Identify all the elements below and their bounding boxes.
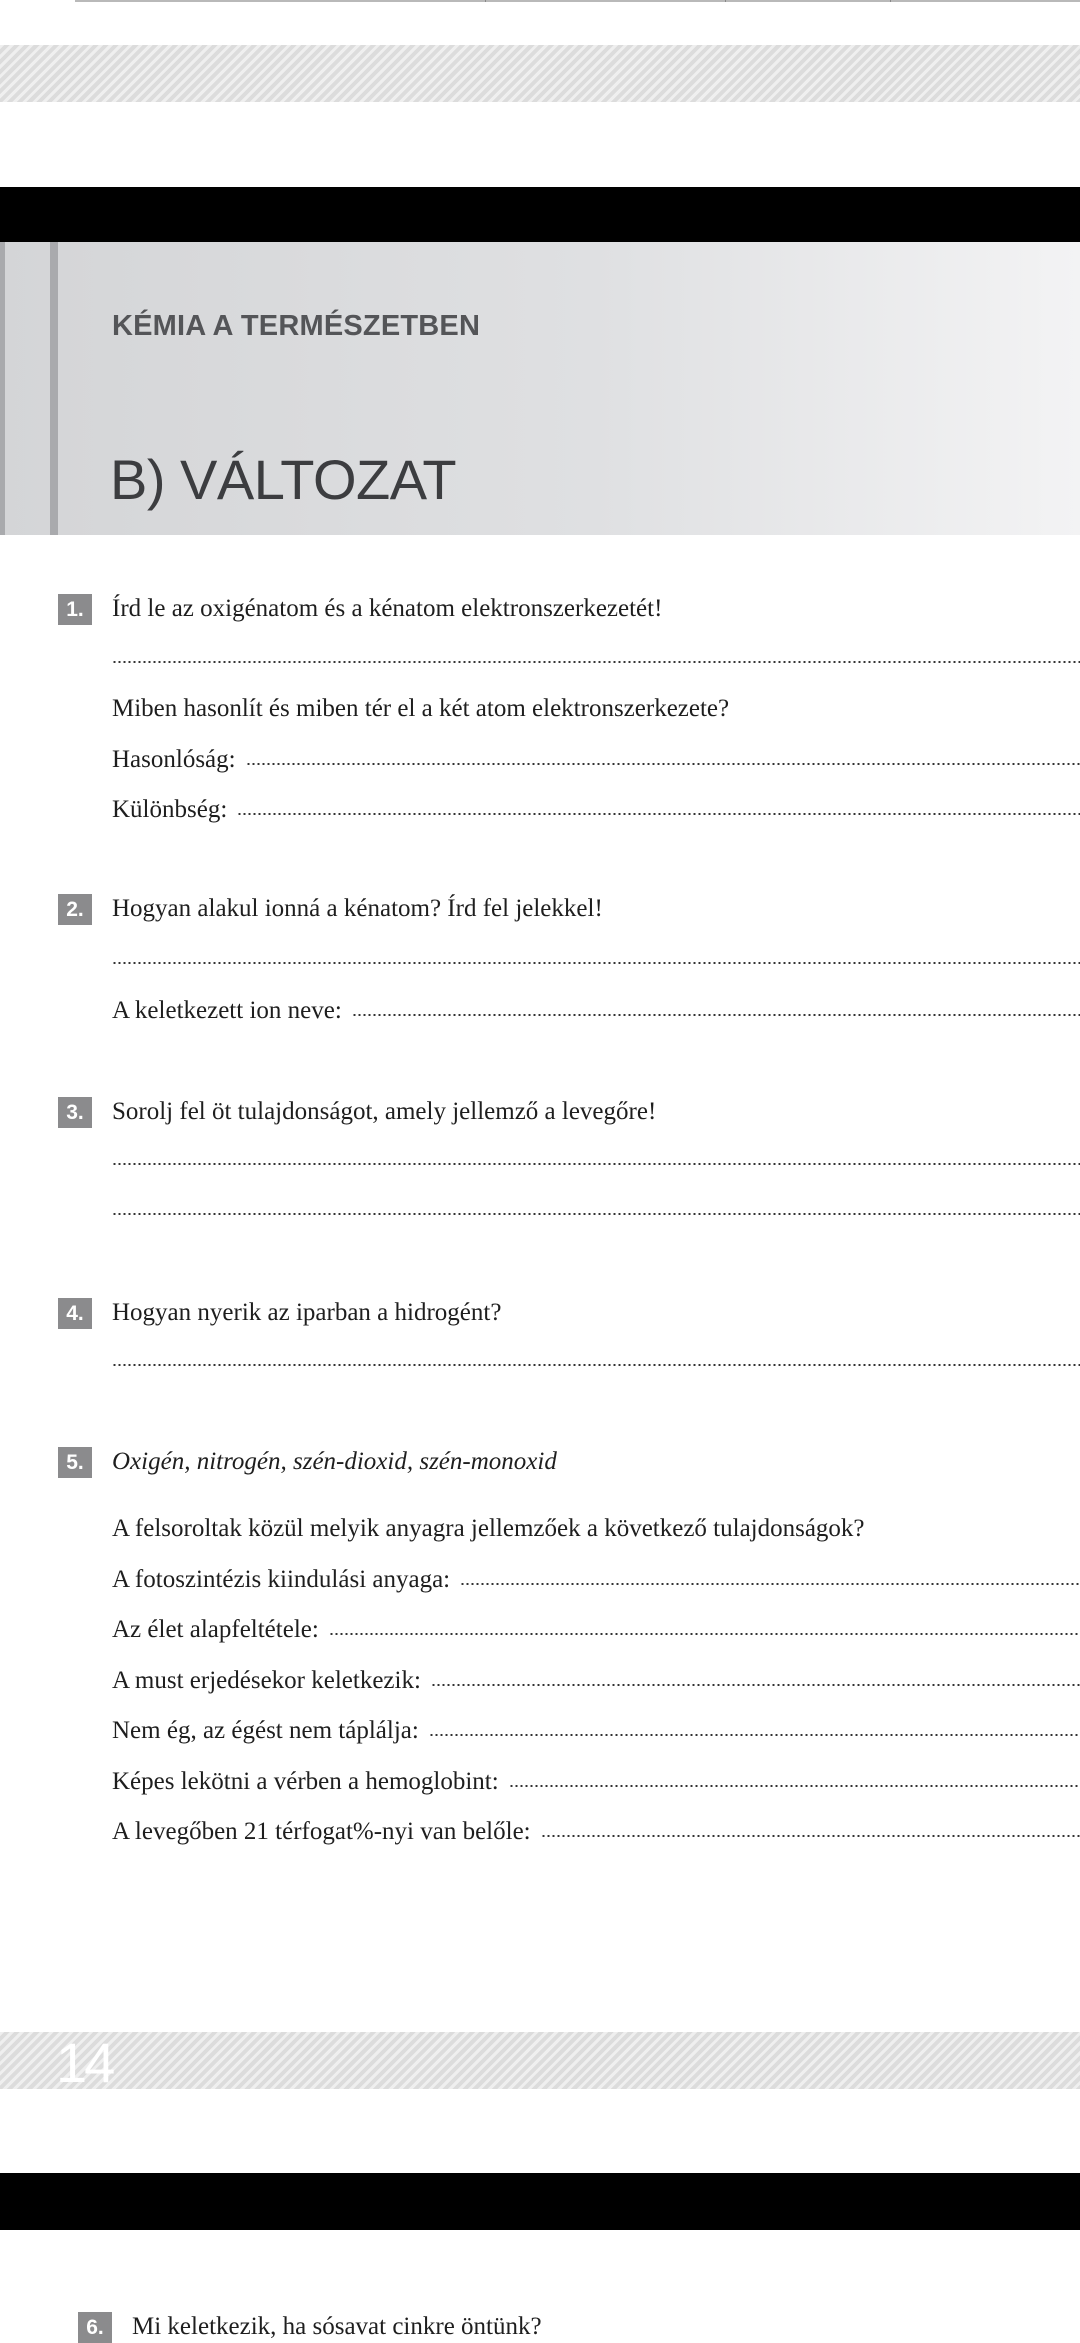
answer-line[interactable] [112,1162,1080,1170]
answer-field[interactable] [112,1565,1080,1595]
answer-field[interactable] [112,996,1080,1026]
field-label: A fotoszintézis kiindulási anyaga: [112,1566,451,1593]
page-number: 14 [56,2031,113,2094]
answer-field[interactable] [112,1716,1080,1746]
question-number: 4. [58,1298,92,1329]
question-prompt: Mi keletkezik, ha sósavat cinkre öntünk? [132,2313,542,2340]
field-label: A must erjedésekor keletkezik: [112,1667,421,1694]
answer-field[interactable] [112,795,1080,825]
question-prompt: Sorolj fel öt tulajdonságot, amely jellemző a levegőre! [112,1098,657,1125]
section-title: KÉMIA A TERMÉSZETBEN [112,310,481,342]
field-label: A levegőben 21 térfogat%-nyi van belőle: [112,1818,531,1845]
question-number: 5. [58,1447,92,1478]
field-label: Különbség: [112,796,228,823]
question-prompt: Hogyan nyerik az iparban a hidrogént? [112,1299,502,1326]
field-label: Hasonlóság: [112,746,236,773]
field-label: Képes lekötni a vérben a hemoglobint: [112,1768,499,1795]
answer-line[interactable] [112,961,1080,969]
question-sub-prompt: A felsoroltak közül melyik anyagra jellemzőek a következő tulajdonságok? [112,1515,865,1542]
answer-field[interactable] [112,1666,1080,1696]
question-prompt: Hogyan alakul ionná a kénatom? Írd fel jelekkel! [112,895,603,922]
question-sub-prompt: Miben hasonlít és miben tér el a két atom elektronszerkezete? [112,695,730,722]
variant-title: B) VÁLTOZAT [110,448,457,511]
previous-page-footer-band [0,45,1080,102]
field-label: Nem ég, az égést nem táplálja: [112,1717,419,1744]
previous-page-table-border [75,0,1080,2]
answer-field[interactable] [112,1817,1080,1847]
question-number: 3. [58,1097,92,1128]
page-separator [0,187,1080,242]
question-number: 6. [78,2312,112,2343]
answer-field[interactable] [112,1615,1080,1645]
page-footer-band [0,2032,1080,2089]
answer-line[interactable] [112,660,1080,668]
question-number: 1. [58,594,92,625]
field-label: Az élet alapfeltétele: [112,1616,319,1643]
answer-field[interactable] [112,1767,1080,1797]
question-prompt: Írd le az oxigénatom és a kénatom elektronszerkezetét! [112,595,663,622]
field-label: A keletkezett ion neve: [112,997,342,1024]
question-prompt: Oxigén, nitrogén, szén-dioxid, szén-monoxid [112,1448,557,1475]
answer-line[interactable] [112,1212,1080,1220]
answer-field[interactable] [112,745,1080,775]
question-number: 2. [58,894,92,925]
page-separator [0,2173,1080,2230]
answer-line[interactable] [112,1363,1080,1371]
